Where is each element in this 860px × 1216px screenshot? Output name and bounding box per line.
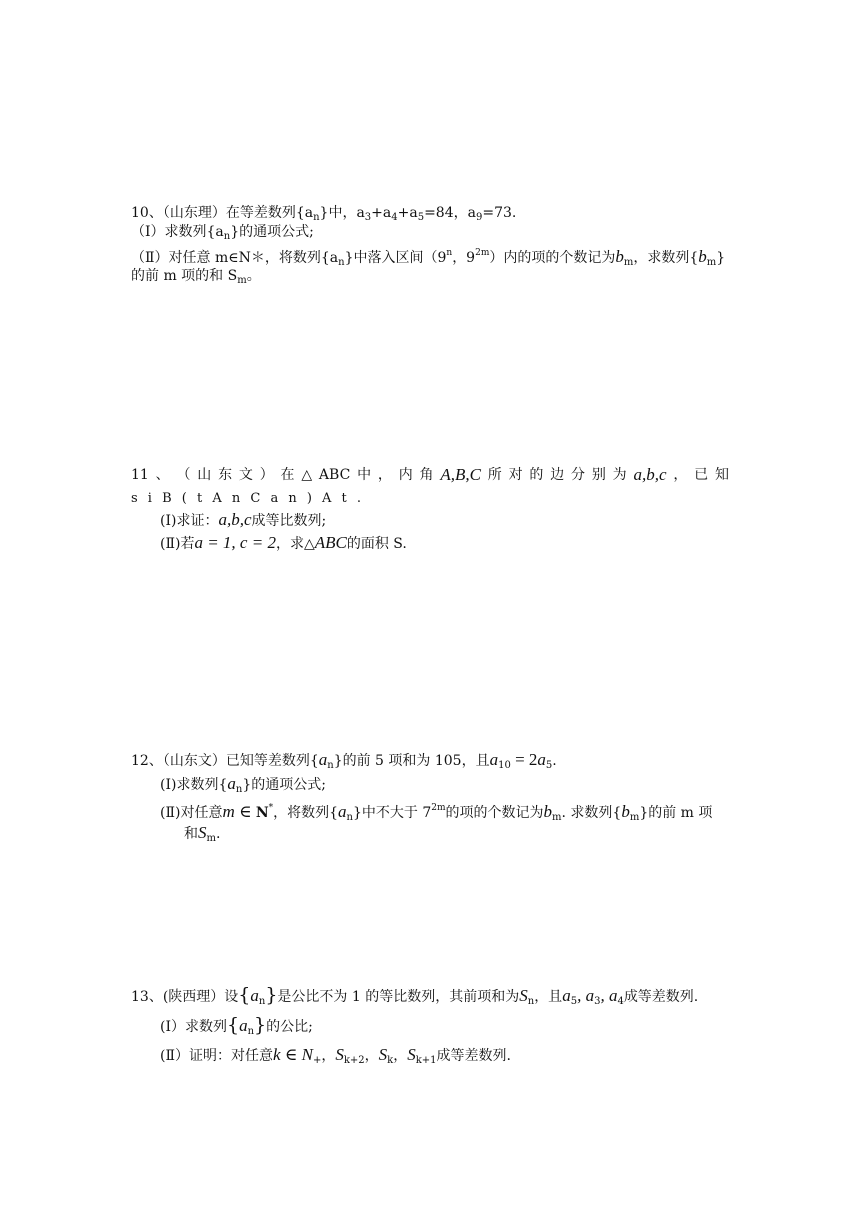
text: 。 bbox=[246, 268, 261, 284]
text: }中落入区间（9 bbox=[344, 250, 447, 266]
text: ， bbox=[321, 1048, 336, 1064]
text: 的 bbox=[529, 467, 544, 483]
subscript: k+1 bbox=[415, 1055, 437, 1066]
subscript: + bbox=[312, 1055, 322, 1066]
math-var: a bbox=[537, 750, 546, 769]
problem-11-line-1 bbox=[131, 465, 729, 485]
problem-12-line-4 bbox=[184, 823, 220, 849]
text: =84，a bbox=[424, 205, 476, 221]
text: (Ⅱ)若 bbox=[160, 536, 195, 552]
text: ，将数列{ bbox=[273, 805, 339, 821]
text: 为 bbox=[612, 467, 627, 483]
math-var: a bbox=[562, 986, 571, 1005]
subscript: n bbox=[346, 812, 353, 823]
text: ，求△ bbox=[275, 536, 315, 552]
text: }中，a bbox=[319, 205, 365, 221]
math-var: S bbox=[407, 1045, 416, 1064]
text: 成等差数列. bbox=[436, 1048, 511, 1064]
text: }的通项公式; bbox=[230, 224, 314, 240]
superscript: * bbox=[268, 803, 274, 813]
subscript: 9 bbox=[475, 212, 483, 223]
subscript: n bbox=[313, 212, 320, 223]
text: ，求数列{ bbox=[633, 250, 699, 266]
left-brace: { bbox=[227, 1014, 240, 1036]
text: 边 bbox=[550, 467, 565, 483]
text: (Ⅰ)求证： bbox=[160, 513, 219, 529]
subscript: m bbox=[206, 833, 216, 844]
left-brace: { bbox=[238, 984, 251, 1006]
text: (Ⅰ)求数列{ bbox=[160, 777, 228, 793]
subscript: m bbox=[237, 275, 247, 286]
text: 10、（山东理）在等差数列{a bbox=[131, 205, 314, 221]
math-var: a bbox=[250, 986, 259, 1005]
subscript: 5 bbox=[545, 760, 553, 771]
superscript: 2m bbox=[475, 248, 490, 258]
math-var: b bbox=[543, 802, 553, 821]
text: ）内的项的个数记为 bbox=[489, 250, 616, 266]
math-var: k bbox=[272, 1045, 281, 1064]
problem-10-line-4 bbox=[131, 266, 261, 291]
math-op: ∈ bbox=[280, 1045, 302, 1064]
text: ABC bbox=[318, 467, 351, 483]
text: 山 bbox=[197, 467, 212, 483]
text: . bbox=[552, 753, 557, 769]
subscript: n bbox=[338, 257, 345, 268]
math-var: b bbox=[615, 247, 624, 266]
text: 内 bbox=[398, 467, 413, 483]
text: （Ⅰ）求数列{a bbox=[131, 224, 224, 240]
text: 知 bbox=[714, 467, 729, 483]
math-op: = 2 bbox=[510, 750, 538, 769]
text: 、 bbox=[155, 467, 170, 483]
text: 已 bbox=[694, 467, 709, 483]
subscript: 10 bbox=[498, 760, 511, 771]
text: (Ⅱ）证明：对任意 bbox=[160, 1048, 273, 1064]
text: 是公比不为 1 的等比数列，其前项和为 bbox=[277, 989, 520, 1005]
subscript: n bbox=[247, 1026, 255, 1037]
subscript: 3 bbox=[364, 212, 372, 223]
math-var: a bbox=[239, 1016, 248, 1035]
text: }的前 5 项和为 105，且 bbox=[333, 753, 490, 769]
text: 成等比数列; bbox=[251, 513, 327, 529]
text: △ bbox=[301, 467, 313, 483]
subscript: 5 bbox=[570, 996, 578, 1007]
text: 的面积 S. bbox=[346, 536, 407, 552]
problem-13-line-2 bbox=[160, 1015, 313, 1042]
subscript: n bbox=[235, 784, 243, 795]
text: 的前 m 项的和 S bbox=[131, 268, 238, 284]
text: 角 bbox=[419, 467, 434, 483]
text: +a bbox=[371, 205, 392, 221]
right-brace: } bbox=[265, 984, 278, 1006]
garbled-formula: s i B ( t A n C a n ) A t . bbox=[131, 491, 365, 506]
problem-11-line-4 bbox=[160, 533, 407, 554]
text: 成等差数列. bbox=[623, 989, 699, 1005]
math-op: ∈ bbox=[234, 802, 256, 821]
text: 12、（山东文）已知等差数列{ bbox=[131, 753, 319, 769]
text: （ bbox=[176, 467, 191, 483]
text: 对 bbox=[508, 467, 523, 483]
right-brace: } bbox=[254, 1014, 267, 1036]
math-var: S bbox=[378, 1045, 388, 1064]
math-var: a bbox=[489, 750, 499, 769]
text: 中 bbox=[357, 467, 372, 483]
subscript: n bbox=[527, 996, 535, 1007]
text: }的前 m 项 bbox=[639, 805, 713, 821]
text: 文 bbox=[238, 467, 253, 483]
text: ） bbox=[259, 467, 274, 483]
math-var: , a bbox=[577, 986, 595, 1005]
text: 11 bbox=[131, 467, 149, 483]
subscript: n bbox=[258, 996, 266, 1007]
text: （Ⅱ）对任意 m∈N＊，将数列{a bbox=[131, 250, 339, 266]
subscript: m bbox=[623, 257, 634, 268]
superscript: n bbox=[446, 248, 453, 258]
text: 东 bbox=[218, 467, 233, 483]
problem-11-line-3 bbox=[160, 510, 326, 531]
text: ，9 bbox=[452, 250, 476, 266]
text: 和 bbox=[184, 826, 198, 842]
math-var: ABC bbox=[314, 533, 347, 552]
subscript: 4 bbox=[391, 212, 398, 223]
problem-12-line-1 bbox=[131, 750, 557, 776]
problem-13-line-1 bbox=[131, 985, 698, 1012]
subscript: 5 bbox=[417, 212, 425, 223]
text: =73. bbox=[482, 205, 517, 221]
math-var: a bbox=[338, 802, 347, 821]
problem-11-line-2 bbox=[131, 489, 364, 509]
math-var: b bbox=[621, 802, 630, 821]
problem-12-line-3 bbox=[160, 798, 712, 828]
text: (Ⅱ)对任意 bbox=[160, 805, 223, 821]
text: 在 bbox=[280, 467, 295, 483]
subscript: 3 bbox=[594, 996, 601, 1007]
text: ， bbox=[377, 467, 392, 483]
text: ，且 bbox=[534, 989, 563, 1005]
problem-13-line-3 bbox=[160, 1045, 511, 1071]
math-set: N bbox=[255, 805, 269, 821]
math-var: N bbox=[301, 1045, 313, 1064]
text: 分 bbox=[571, 467, 586, 483]
subscript: n bbox=[223, 231, 231, 242]
math-var: S bbox=[335, 1045, 344, 1064]
math-var: S bbox=[519, 986, 528, 1005]
text: . 求数列{ bbox=[561, 805, 622, 821]
superscript: 2m bbox=[431, 803, 446, 813]
text: . bbox=[215, 826, 221, 842]
math-var: a bbox=[227, 774, 236, 793]
subscript: m bbox=[706, 257, 717, 268]
text: }的通项公式; bbox=[242, 777, 326, 793]
text: ， bbox=[364, 1048, 379, 1064]
text: 13、(陕西理）设 bbox=[131, 989, 239, 1005]
math-var: a = 1, c = 2 bbox=[194, 533, 276, 552]
text: 的项的个数记为 bbox=[445, 805, 544, 821]
subscript: n bbox=[327, 760, 334, 771]
text: ， bbox=[673, 467, 688, 483]
text: } bbox=[716, 250, 726, 266]
math-var: b bbox=[698, 247, 707, 266]
text: 的公比; bbox=[266, 1019, 313, 1035]
subscript: k+2 bbox=[343, 1055, 365, 1066]
math-var: A,B,C bbox=[440, 465, 481, 484]
text: }中不大于 7 bbox=[353, 805, 432, 821]
subscript: m bbox=[629, 812, 640, 823]
math-var: a,b,c bbox=[633, 465, 667, 484]
text: +a bbox=[397, 205, 418, 221]
text: ， bbox=[393, 1048, 408, 1064]
math-var: , a bbox=[600, 986, 618, 1005]
math-var: a bbox=[318, 750, 328, 769]
text: 别 bbox=[591, 467, 606, 483]
math-var: a,b,c bbox=[218, 510, 252, 529]
subscript: 4 bbox=[617, 996, 624, 1007]
subscript: m bbox=[552, 812, 562, 823]
math-var: m bbox=[222, 802, 235, 821]
problem-12-line-2 bbox=[160, 774, 326, 800]
text: (Ⅰ）求数列 bbox=[160, 1019, 227, 1035]
math-var: S bbox=[198, 823, 207, 842]
subscript: k bbox=[387, 1055, 394, 1066]
text: 所 bbox=[487, 467, 502, 483]
